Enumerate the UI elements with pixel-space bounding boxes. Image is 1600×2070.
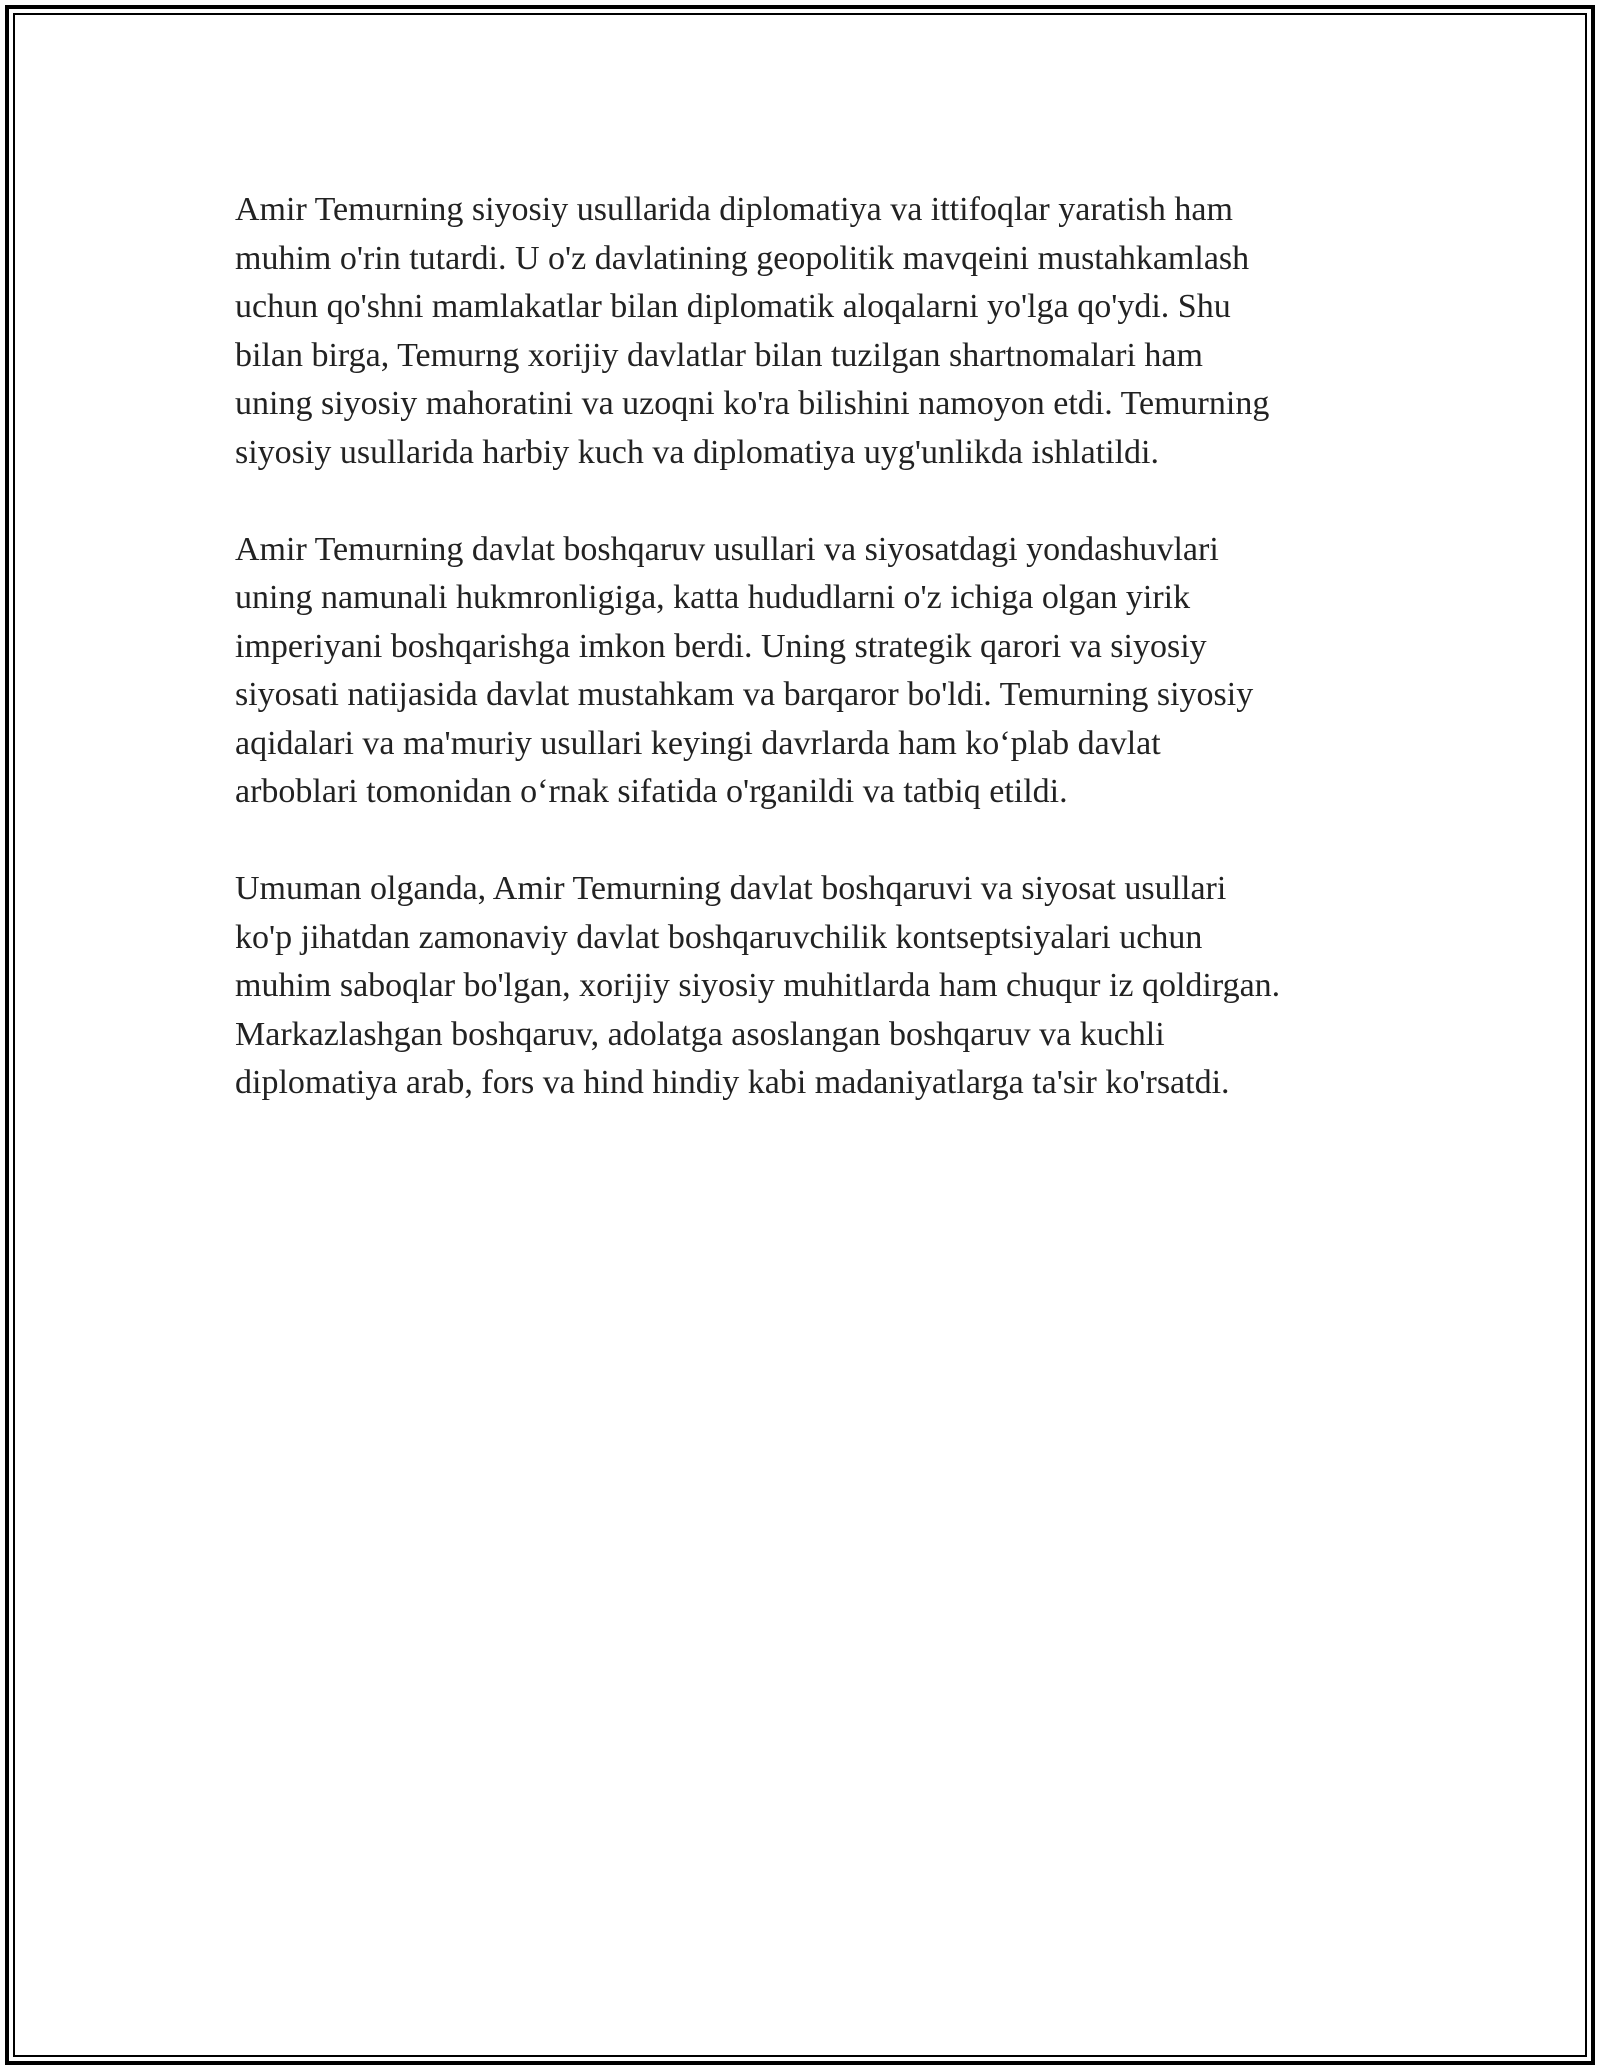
document-body bbox=[235, 186, 1380, 1156]
paragraph-conclusion: Umuman olganda, Amir Temurning davlat boshqaruvi va siyosat usullari ko'p jihatdan zamonaviy davlat boshqaruvchilik kontseptsiyalari uchun muhim saboqlar bo'lgan, xorijiy siyosiy muhitlarda ham chuqur iz qoldirgan. Markazlashgan boshqaruv, adolatga asoslangan boshqaruv va kuchli diplomatiya arab, fors va hind hindiy kabi madaniyatlarga ta'sir ko'rsatdi. bbox=[235, 870, 1281, 1101]
paragraph-diplomacy: Amir Temurning siyosiy usullarida diplomatiya va ittifoqlar yaratish ham muhim o'rin tutardi. U o'z davlatining geopolitik mavqeini mustahkamlash uchun qo'shni mamlakatlar bilan diplomatik aloqalarni yo'lga qo'ydi. Shu bilan birga, Temurng xorijiy davlatlar bilan tuzilgan shartnomalari ham uning siyosiy mahoratini va uzoqni ko'ra bilishini namoyon etdi. Temurning siyosiy usullarida harbiy kuch va diplomatiya uyg'unlikda ishlatildi. bbox=[235, 191, 1270, 471]
paragraph-governance: Amir Temurning davlat boshqaruv usullari va siyosatdagi yondashuvlari uning namunali hukmronligiga, katta hududlarni o'z ichiga olgan yirik imperiyani boshqarishga imkon berdi. Uning strategik qarori va siyosiy siyosati natijasida davlat mustahkam va barqaror bo'ldi. Temurning siyosiy aqidalari va ma'muriy usullari keyingi davrlarda ham ko‘plab davlat arboblari tomonidan o‘rnak sifatida o'rganildi va tatbiq etildi. bbox=[235, 530, 1254, 810]
